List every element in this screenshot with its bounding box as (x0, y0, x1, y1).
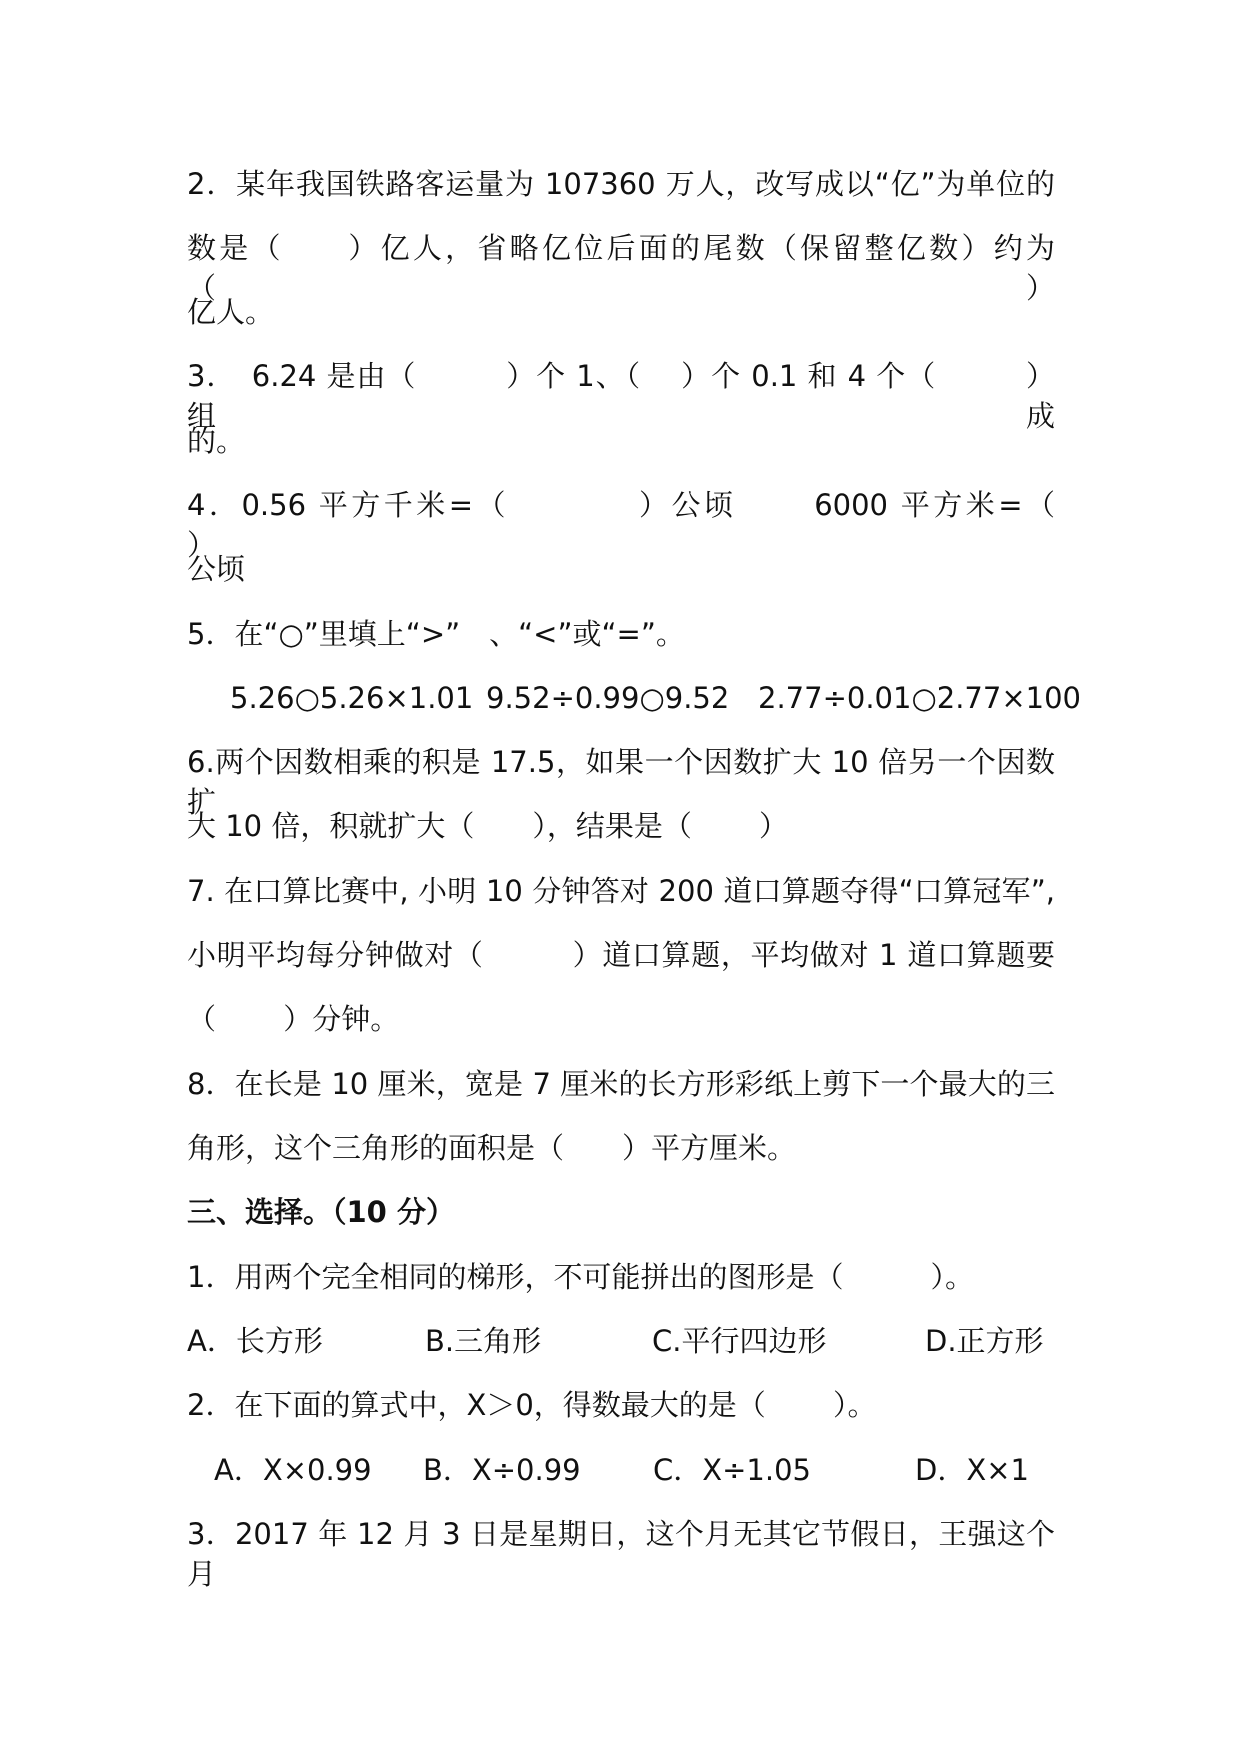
question-5-line-1: 5．在“○”里填上“>” 、“<”或“=”。 (187, 617, 685, 651)
question-5-expressions (0, 678, 1240, 718)
question-7-line-1: 7. 在口算比赛中, 小明 10 分钟答对 200 道口算题夺得“口算冠军”, (187, 874, 1055, 908)
choice-question-2-options (0, 1450, 1240, 1490)
question-5-expression: 5.26○5.26×1.01 (230, 681, 474, 715)
choice-option-a: A．长方形 (187, 1324, 323, 1358)
question-2-line-2: 数是（ ）亿人，省略亿位后面的尾数（保留整亿数）约为（ ） (187, 231, 1055, 305)
question-3-line-1: 3． 6.24 是由（ ）个 1、（ ）个 0.1 和 4 个（ ）组成 (187, 359, 1055, 433)
choice-option-b: B．X÷0.99 (423, 1453, 581, 1487)
question-4-line-1: 4．0.56 平方千米=（ ）公顷 6000 平方米=（ ） (187, 488, 1210, 562)
question-8-line-2: 角形，这个三角形的面积是（ ）平方厘米。 (187, 1131, 797, 1165)
choice-option-b: B.三角形 (425, 1324, 542, 1358)
choice-question-1-options (0, 1321, 1240, 1361)
choice-question-2: 2．在下面的算式中，X＞0，得数最大的是（ ）。 (187, 1388, 877, 1422)
question-5-expression: 2.77÷0.01○2.77×100 (758, 681, 1081, 715)
choice-option-a: A．X×0.99 (214, 1453, 372, 1487)
question-3-line-2: 的。 (187, 424, 246, 458)
choice-option-d: D．X×1 (915, 1453, 1029, 1487)
question-6-line-1: 6.两个因数相乘的积是 17.5，如果一个因数扩大 10 倍另一个因数扩 (187, 745, 1055, 819)
question-7-line-2: 小明平均每分钟做对（ ）道口算题，平均做对 1 道口算题要 (187, 938, 1055, 972)
question-8-line-1: 8．在长是 10 厘米，宽是 7 厘米的长方形彩纸上剪下一个最大的三 (187, 1067, 1055, 1101)
question-2-line-1: 2．某年我国铁路客运量为 107360 万人，改写成以“亿”为单位的 (187, 167, 1055, 201)
choice-option-c: C.平行四边形 (652, 1324, 827, 1358)
choice-option-c: C．X÷1.05 (653, 1453, 811, 1487)
question-4-line-2: 公顷 (187, 552, 246, 586)
question-7-line-3: （ ）分钟。 (187, 1002, 400, 1036)
question-2-line-3: 亿人。 (187, 295, 275, 329)
choice-option-d: D.正方形 (925, 1324, 1044, 1358)
question-5-expression: 9.52÷0.99○9.52 (486, 681, 730, 715)
choice-question-3-line-1: 3．2017 年 12 月 3 日是星期日，这个月无其它节假日，王强这个月 (187, 1517, 1055, 1591)
question-6-line-2: 大 10 倍，积就扩大（ ），结果是（ ） (187, 809, 789, 843)
choice-question-1: 1．用两个完全相同的梯形，不可能拼出的图形是（ ）。 (187, 1260, 974, 1294)
section-3-title: 三、选择。（10 分） (187, 1195, 455, 1229)
